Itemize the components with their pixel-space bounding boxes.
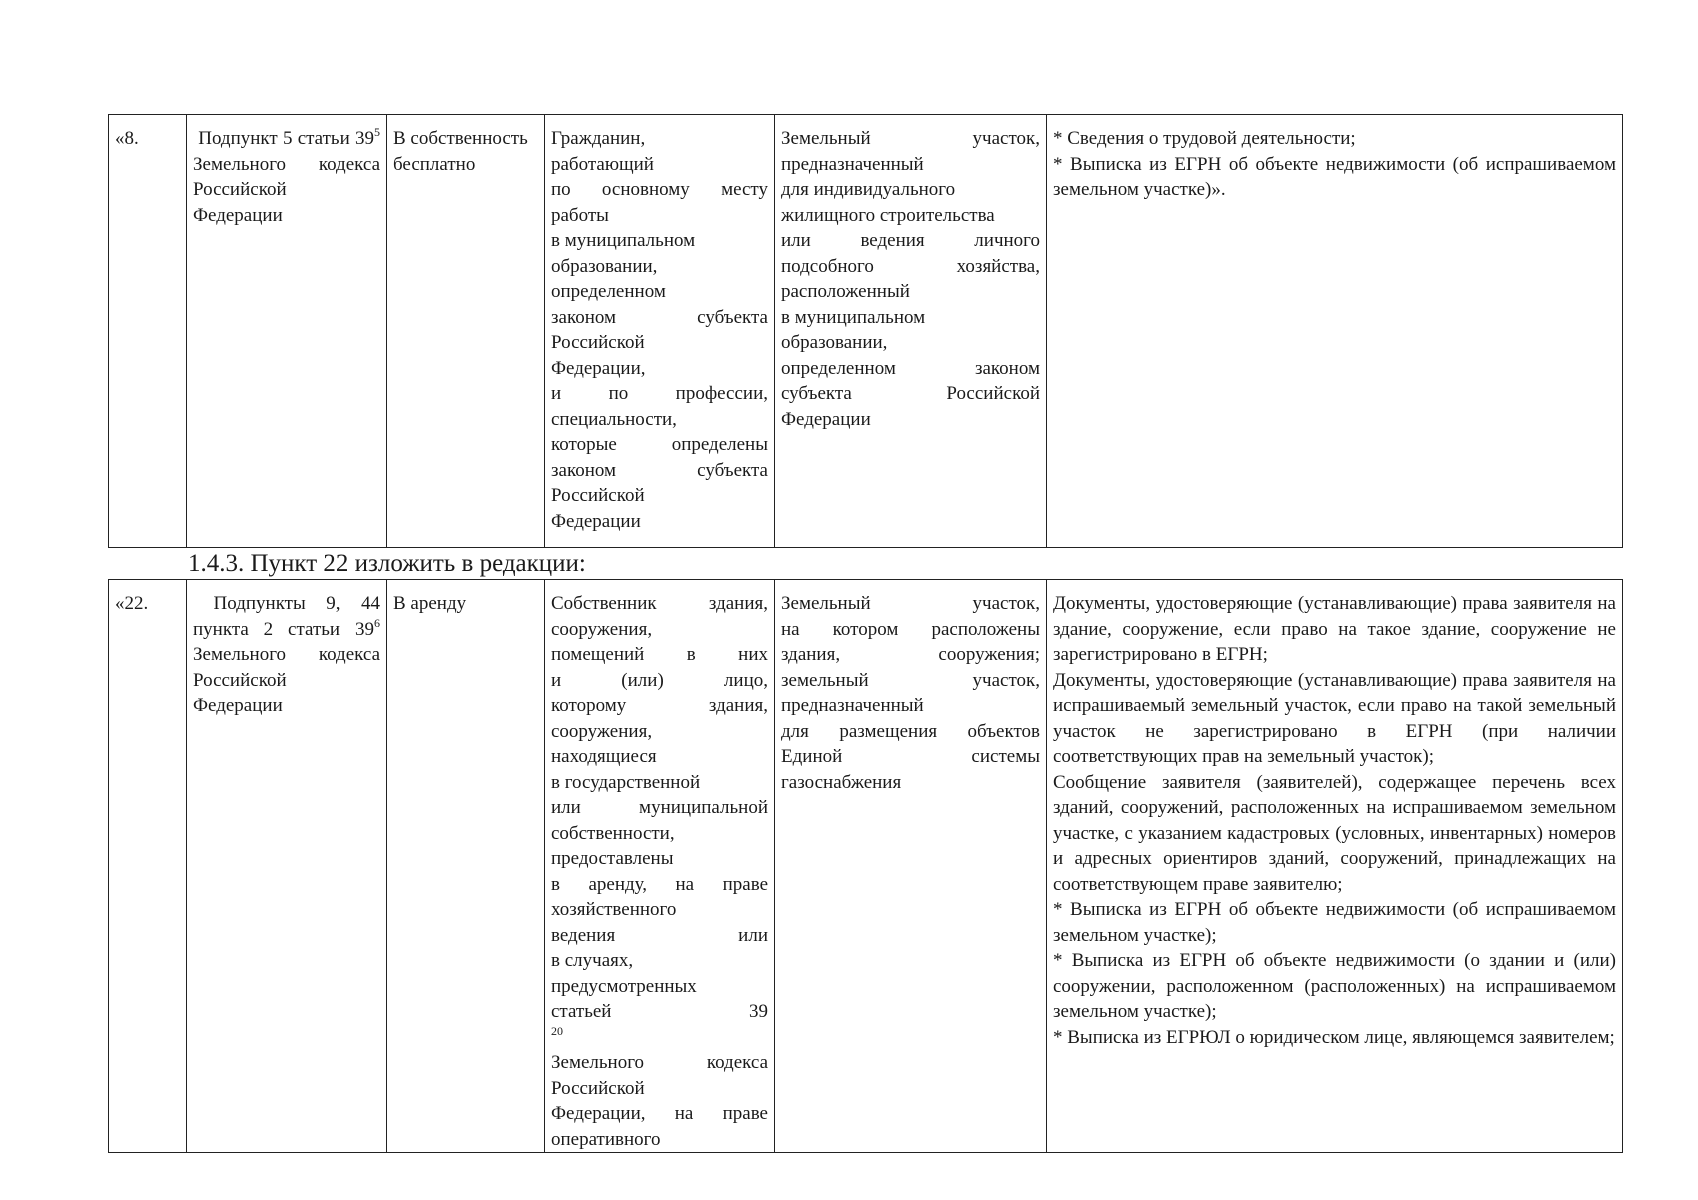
document-item: Документы, удостоверяющие (устанавливающие) права заявителя на здание, сооружение, если право на такое здание, сооружение не зарегистрировано в ЕГРН;: [1053, 593, 1616, 665]
applicant-line: предоставлены: [551, 848, 674, 869]
parcel-line: предназначенный: [781, 695, 924, 716]
legal-basis-cell: [187, 115, 387, 548]
right-type: [387, 580, 545, 1153]
legal-basis-text: Подпункт 5 статьи 39: [198, 128, 374, 149]
applicant-line: работы: [551, 204, 609, 226]
parcel-line: образовании,: [781, 332, 888, 353]
right-type-text: В аренду: [393, 593, 467, 614]
table-item-8: [108, 114, 1623, 548]
applicant-cell: [545, 115, 775, 548]
applicant-line: в случаях,: [551, 950, 634, 971]
applicant-line: которому здания,: [551, 695, 768, 716]
applicant-line: предусмотренных: [551, 975, 697, 997]
parcel-line: расположенный: [781, 281, 910, 302]
legal-basis-text: Подпункты 9, 44 пункта 2 статьи 39: [193, 593, 381, 640]
applicant-line: Собственник здания,: [551, 593, 768, 614]
land-parcel-cell: [775, 115, 1047, 548]
parcel-line: земельный участок,: [781, 669, 1040, 691]
documents-cell: [1047, 580, 1623, 1153]
parcel-line: для размещения объектов: [781, 720, 1040, 742]
article-superscript: 20: [551, 1023, 563, 1038]
table-row: [109, 115, 1623, 548]
applicant-line: в муниципальном: [551, 230, 696, 251]
parcel-line: или ведения личного: [781, 230, 1040, 251]
applicant-line: Российской: [551, 332, 645, 353]
parcel-line: газоснабжения: [781, 771, 902, 793]
parcel-line: здания, сооружения;: [781, 644, 1040, 665]
section-heading: 1.4.3. Пункт 22 изложить в редакции:: [188, 550, 586, 577]
document-item: * Выписка из ЕГРЮЛ о юридическом лице, являющемся заявителем;: [1053, 1026, 1615, 1048]
land-parcel-cell: [775, 580, 1047, 1153]
table-row: [109, 580, 1623, 1153]
article-superscript: 6: [374, 615, 380, 630]
legal-basis-tail: Земельного кодекса Российской Федерации: [193, 644, 380, 716]
right-type: [387, 115, 545, 548]
applicant-line: Земельного кодекса: [551, 1052, 768, 1073]
parcel-line: для индивидуального: [781, 179, 956, 200]
document-item: * Выписка из ЕГРН об объекте недвижимости (о здании и (или) сооружении, расположенном (расположенных) на испрашиваемом земельном участке);: [1053, 950, 1616, 1022]
applicant-line: и (или) лицо,: [551, 669, 768, 691]
table-item-22: [108, 579, 1623, 1153]
parcel-line: в муниципальном: [781, 306, 926, 328]
parcel-line: Единой системы: [781, 746, 1040, 767]
document-item: * Сведения о трудовой деятельности;: [1053, 128, 1356, 149]
applicant-line: Российской: [551, 1077, 645, 1099]
document-item: * Выписка из ЕГРН об объекте недвижимости (об испрашиваемом земельном участке);: [1053, 899, 1616, 946]
parcel-line: Федерации: [781, 408, 871, 430]
applicant-line: законом субъекта: [551, 459, 768, 481]
parcel-line: подсобного хозяйства,: [781, 255, 1040, 277]
legal-basis-tail: Земельного кодекса Российской Федерации: [193, 153, 380, 226]
applicant-line: или муниципальной: [551, 797, 768, 818]
applicant-line: оперативного: [551, 1128, 661, 1150]
applicant-line-text: статьей 39: [551, 1001, 768, 1022]
applicant-line: Гражданин,: [551, 128, 646, 149]
applicant-line: Российской: [551, 485, 645, 506]
applicant-line: специальности,: [551, 408, 677, 430]
applicant-line: сооружения,: [551, 720, 653, 742]
document-item: Сообщение заявителя (заявителей), содержащее перечень всех зданий, сооружений, расположенных на испрашиваемом земельном участке, с указанием кадастровых (условных, инвентарных) номеров и адресных ориентиров зданий, сооружений, принадлежащих на соответствующем праве заявителю;: [1053, 771, 1616, 895]
applicant-line: ведения или: [551, 924, 768, 946]
applicant-cell: [545, 580, 775, 1153]
legal-basis: [193, 126, 380, 228]
parcel-line: на котором расположены: [781, 618, 1040, 640]
applicant-line: Федерации,: [551, 357, 646, 379]
applicant-line: работающий: [551, 153, 654, 175]
legal-basis-cell: [187, 580, 387, 1153]
row-number: «22.: [109, 580, 187, 1153]
applicant-line: законом субъекта: [551, 306, 768, 328]
applicant-line: собственности,: [551, 822, 675, 844]
document-item: * Выписка из ЕГРН об объекте недвижимости (об испрашиваемом земельном участке)».: [1053, 153, 1616, 200]
applicant-line: в аренду, на праве: [551, 873, 768, 895]
applicant-line: Федерации, на праве: [551, 1103, 768, 1124]
applicant-line: находящиеся: [551, 746, 657, 767]
applicant-line: хозяйственного: [551, 899, 677, 920]
applicant-line: помещений в них: [551, 644, 768, 665]
article-superscript: 5: [374, 125, 380, 139]
document-item: Документы, удостоверяющие (устанавливающие) права заявителя на испрашиваемый земельный участок, если право на такой земельный участок не зарегистрировано в ЕГРН (при наличии соответствующих прав на земельный участок);: [1053, 669, 1616, 767]
applicant-line: по основному месту: [551, 179, 768, 200]
row-number: «8.: [109, 115, 187, 548]
applicant-line: которые определены: [551, 434, 768, 455]
parcel-line: Земельный участок,: [781, 593, 1040, 614]
parcel-line: предназначенный: [781, 153, 924, 175]
applicant-line: Федерации: [551, 510, 641, 532]
applicant-line: образовании,: [551, 255, 658, 277]
parcel-line: жилищного строительства: [781, 204, 995, 226]
right-type-text: В собственность бесплатно: [393, 128, 528, 175]
applicant-line: определенном: [551, 281, 666, 302]
documents-cell: [1047, 115, 1623, 548]
applicant-line: в государственной: [551, 771, 701, 793]
applicant-line: [551, 999, 768, 1050]
parcel-line: субъекта Российской: [781, 383, 1040, 404]
legal-basis: [193, 591, 380, 719]
applicant-line: сооружения,: [551, 618, 653, 640]
parcel-line: Земельный участок,: [781, 128, 1040, 149]
parcel-line: определенном законом: [781, 357, 1040, 379]
applicant-line: и по профессии,: [551, 383, 768, 404]
